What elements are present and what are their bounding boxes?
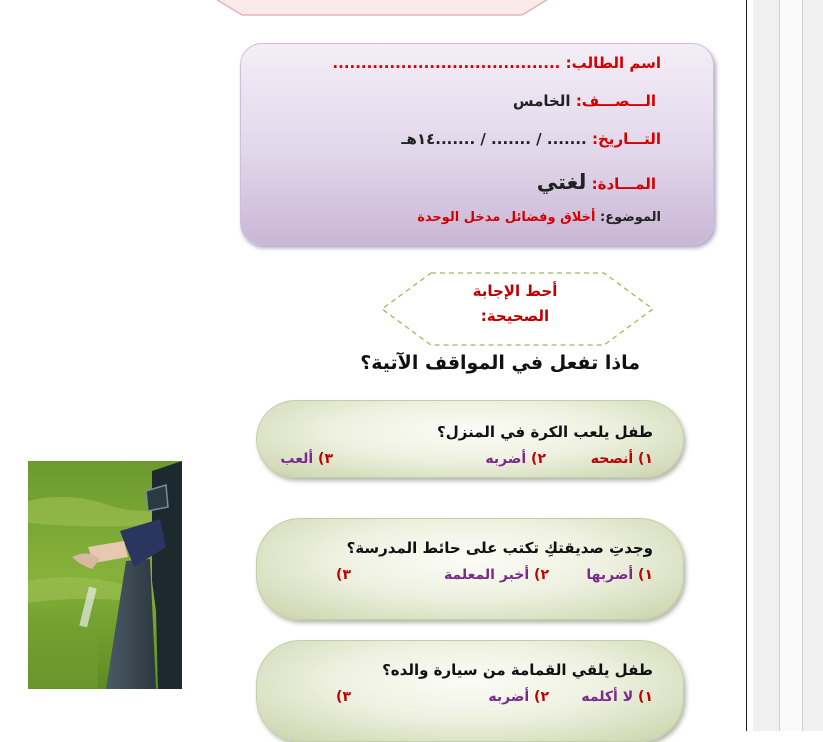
subject-label: المـــادة: [591, 175, 656, 193]
right-margin-strip [753, 0, 823, 731]
page-edge-line [746, 0, 747, 731]
question-2-option-2[interactable] [444, 567, 549, 583]
option-text: أضربه [488, 689, 530, 705]
question-1-option-3[interactable] [280, 451, 333, 467]
topic-label: الموضوع: [600, 210, 661, 225]
question-card-1 [256, 400, 684, 478]
option-number: ٢) [531, 451, 546, 467]
question-3-option-1[interactable] [581, 689, 653, 705]
option-text: أخبر المعلمة [444, 567, 530, 583]
question-3-option-2[interactable] [488, 689, 549, 705]
question-2-text: وجدتِ صديقتكِ تكتب على حائط المدرسة؟ [346, 539, 653, 557]
option-text: أنصحه [590, 451, 634, 467]
option-number: ٣) [336, 567, 351, 583]
option-text: أضربها [586, 567, 634, 583]
grade-row [513, 92, 656, 110]
grade-label: الـــصـــف: [575, 92, 656, 110]
topic-value: أخلاق وفضائل مدخل الوحدة [417, 210, 596, 225]
student-info-card [240, 43, 714, 245]
question-card-2 [256, 518, 684, 620]
littering-car-photo [28, 461, 182, 689]
student-name-label: اسم الطالب: [565, 54, 661, 72]
date-value: ....... / ....... / .......١٤هـ [401, 130, 587, 148]
option-number: ٣) [336, 689, 351, 705]
question-1-text: طفل يلعب الكرة في المنزل؟ [437, 423, 653, 441]
student-name-value: ........................................ [332, 54, 561, 72]
date-row [401, 130, 661, 148]
instruction-text [440, 279, 590, 329]
option-text: ألعب [280, 451, 314, 467]
instruction-line-1: أحط الإجابة [472, 282, 558, 300]
date-label: التـــاريخ: [592, 130, 661, 148]
question-3-option-3[interactable] [336, 689, 351, 705]
question-1-option-2[interactable] [485, 451, 546, 467]
topic-row [417, 210, 661, 225]
option-number: ٣) [318, 451, 333, 467]
option-text: لا أكلمه [581, 689, 634, 705]
grade-value: الخامس [512, 92, 571, 110]
option-number: ١) [638, 567, 653, 583]
option-number: ١) [638, 689, 653, 705]
top-decorative-shape [212, 0, 552, 18]
question-3-text: طفل يلقي القمامة من سيارة والده؟ [382, 661, 653, 679]
subject-row [537, 170, 656, 194]
option-number: ١) [638, 451, 653, 467]
instruction-line-2: الصحيحة: [480, 307, 550, 325]
question-card-3 [256, 640, 684, 742]
option-text: أضربه [485, 451, 527, 467]
main-question: ماذا تفعل في المواقف الآتية؟ [360, 352, 640, 374]
question-1-option-1[interactable] [591, 451, 653, 467]
question-2-option-3[interactable] [336, 567, 351, 583]
option-number: ٢) [534, 689, 549, 705]
subject-value: لغتي [536, 170, 587, 194]
student-name-row [332, 54, 661, 72]
question-2-option-1[interactable] [586, 567, 653, 583]
option-number: ٢) [534, 567, 549, 583]
